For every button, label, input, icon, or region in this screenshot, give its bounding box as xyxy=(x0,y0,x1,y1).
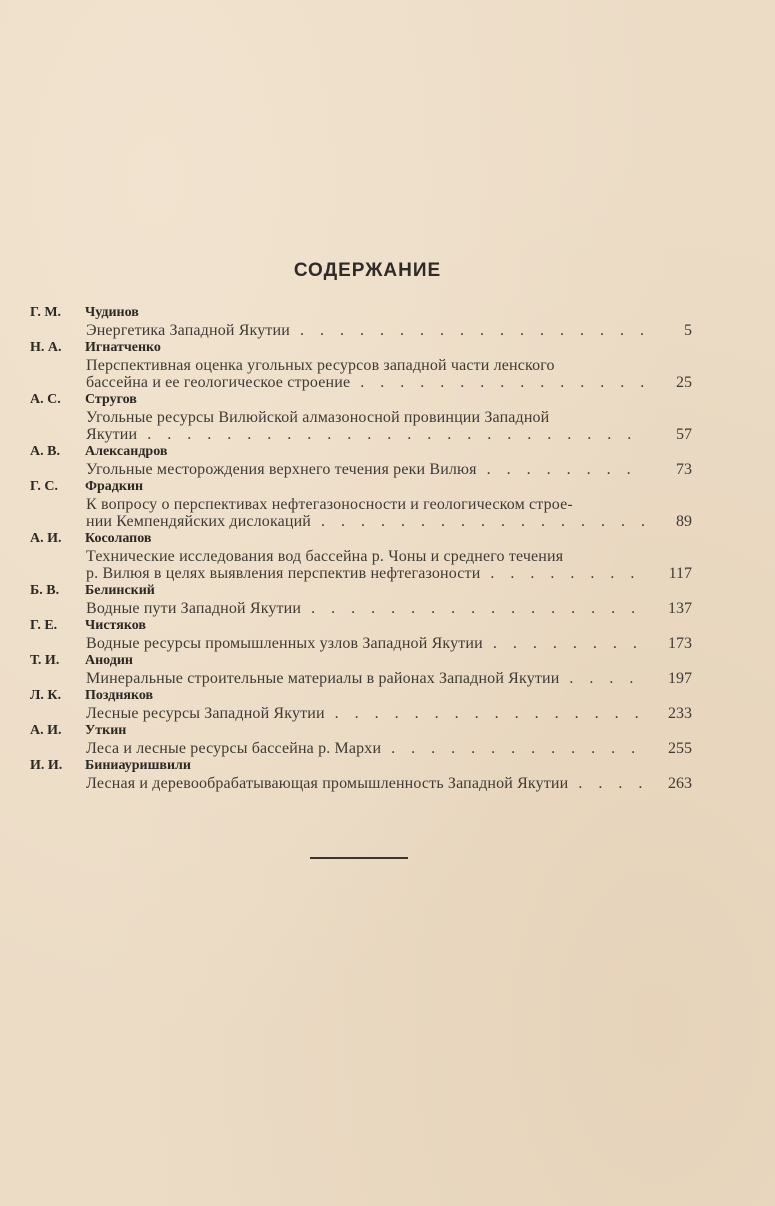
article-title-line: Минеральные строительные материалы в районах Западной Якутии . . . xyxy=(86,670,644,687)
article-title xyxy=(30,357,692,391)
article-title-line: нии Кемпендяйских дислокаций . . . xyxy=(86,513,644,530)
toc-entry xyxy=(30,722,692,757)
author-surname: Анодин xyxy=(85,653,133,668)
author-initials: Л. К. xyxy=(30,688,62,703)
page-number: 233 xyxy=(668,705,692,722)
author-name xyxy=(30,339,692,357)
author-initials: Г. С. xyxy=(30,479,58,494)
article-title-line: Лесные ресурсы Западной Якутии . . . xyxy=(86,705,644,722)
author-initials: И. И. xyxy=(30,758,63,773)
table-of-contents xyxy=(30,304,692,792)
article-title-line: Перспективная оценка угольных ресурсов западной части ленского xyxy=(86,357,555,374)
author-surname: Белинский xyxy=(85,583,155,598)
article-title-line: Якутии . . . xyxy=(86,426,644,443)
page-number: 137 xyxy=(668,600,692,617)
author-surname: Косолапов xyxy=(85,531,152,546)
author-initials: Г. М. xyxy=(30,305,62,320)
author-surname: Поздняков xyxy=(85,688,154,703)
article-title xyxy=(30,461,692,478)
author-name xyxy=(30,443,692,461)
page-number: 197 xyxy=(668,670,692,687)
page-number: 263 xyxy=(668,775,692,792)
author-initials: Б. В. xyxy=(30,583,60,598)
author-surname: Игнатченко xyxy=(85,340,161,355)
page-number: 255 xyxy=(668,740,692,757)
toc-entry xyxy=(30,391,692,443)
article-title-line: р. Вилюя в целях выявления перспектив нефтегазоности . . . xyxy=(86,565,644,582)
author-name xyxy=(30,617,692,635)
article-title-line: Технические исследования вод бассейна р. Чоны и среднего течения xyxy=(86,548,564,565)
author-surname: Чудинов xyxy=(85,305,139,320)
author-name xyxy=(30,652,692,670)
toc-entry xyxy=(30,304,692,339)
toc-entry xyxy=(30,687,692,722)
closing-rule xyxy=(310,857,408,859)
article-title xyxy=(30,548,692,582)
author-surname: Александров xyxy=(85,444,168,459)
author-name xyxy=(30,722,692,740)
article-title-line: Угольные ресурсы Вилюйской алмазоносной провинции Западной xyxy=(86,409,550,426)
article-title xyxy=(30,496,692,530)
article-title-line: К вопросу о перспективах нефтегазоносности и геологическом строе- xyxy=(86,496,573,513)
page-number: 173 xyxy=(668,635,692,652)
article-title-line: Леса и лесные ресурсы бассейна р. Мархи . . . xyxy=(86,740,644,757)
author-name xyxy=(30,391,692,409)
toc-entry xyxy=(30,582,692,617)
article-title-line: бассейна и ее геологическое строение . . . xyxy=(86,374,644,391)
author-surname: Фрадкин xyxy=(85,479,144,494)
article-title xyxy=(30,775,692,792)
article-title xyxy=(30,670,692,687)
article-title xyxy=(30,705,692,722)
author-surname: Уткин xyxy=(85,723,127,738)
article-title xyxy=(30,740,692,757)
article-title-line: Водные пути Западной Якутии . . . xyxy=(86,600,644,617)
author-name xyxy=(30,582,692,600)
author-surname: Чистяков xyxy=(85,618,146,633)
author-initials: Т. И. xyxy=(30,653,60,668)
author-initials: А. И. xyxy=(30,531,62,546)
page-number: 5 xyxy=(684,322,692,339)
page-number: 117 xyxy=(668,565,692,582)
toc-entry xyxy=(30,443,692,478)
toc-entry xyxy=(30,478,692,530)
author-initials: А. В. xyxy=(30,444,60,459)
page-title: СОДЕРЖАНИЕ xyxy=(293,260,442,281)
article-title-line: Водные ресурсы промышленных узлов Западной Якутии . . . xyxy=(86,635,644,652)
article-title-line: Угольные месторождения верхнего течения реки Вилюя . . . xyxy=(86,461,644,478)
toc-entry xyxy=(30,339,692,391)
toc-entry xyxy=(30,530,692,582)
toc-entry xyxy=(30,652,692,687)
author-surname: Стругов xyxy=(85,392,137,407)
author-name xyxy=(30,304,692,322)
article-title xyxy=(30,600,692,617)
page-number: 57 xyxy=(676,426,692,443)
article-title xyxy=(30,322,692,339)
author-initials: Г. Е. xyxy=(30,618,58,633)
author-name xyxy=(30,530,692,548)
author-name xyxy=(30,757,692,775)
author-initials: Н. А. xyxy=(30,340,62,355)
article-title-line: Лесная и деревообрабатывающая промышленность Западной Якутии . . . xyxy=(86,775,644,792)
author-name xyxy=(30,478,692,496)
page-number: 25 xyxy=(676,374,692,391)
page-number: 73 xyxy=(676,461,692,478)
page-number: 89 xyxy=(676,513,692,530)
author-initials: А. И. xyxy=(30,723,62,738)
author-surname: Биниауришвили xyxy=(85,758,191,773)
toc-entry xyxy=(30,757,692,792)
author-initials: А. С. xyxy=(30,392,61,407)
article-title xyxy=(30,635,692,652)
article-title xyxy=(30,409,692,443)
toc-entry xyxy=(30,617,692,652)
article-title-line: Энергетика Западной Якутии . . . xyxy=(86,322,644,339)
author-name xyxy=(30,687,692,705)
